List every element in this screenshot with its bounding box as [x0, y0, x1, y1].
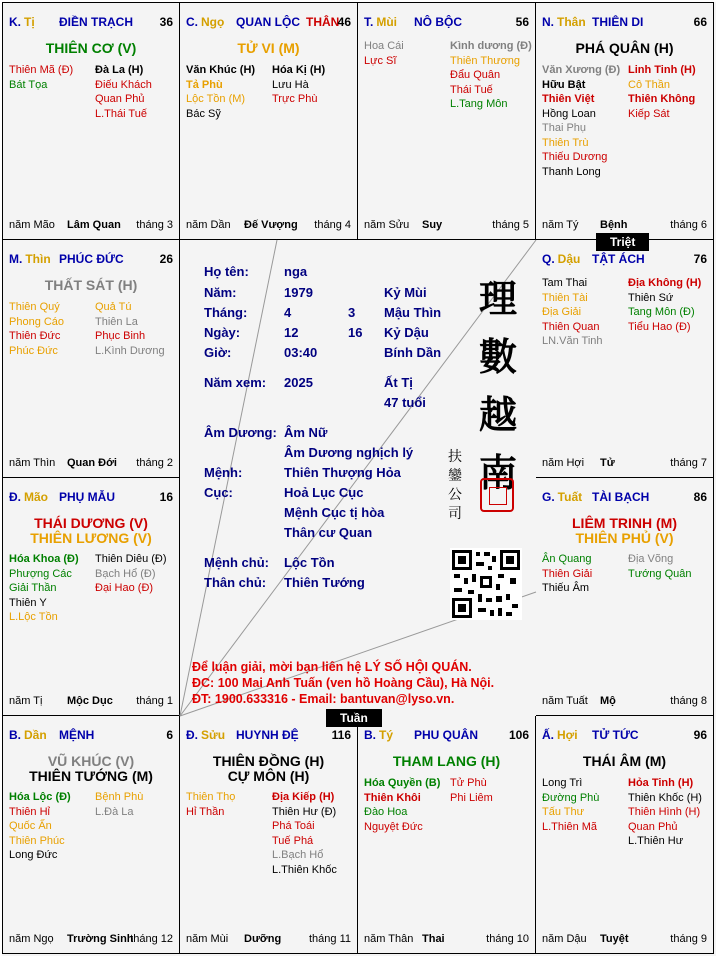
- star-item: L.Kình Dương: [95, 344, 165, 357]
- palace-name-text: HUYNH ĐỆ: [236, 728, 299, 742]
- earthly-branch: Sửu: [201, 728, 226, 742]
- star-item: Đẩu Quân: [450, 69, 501, 81]
- palace-month: tháng 4: [314, 219, 351, 231]
- star-item: L.Đà La: [95, 805, 134, 818]
- palace-name-text: ĐIỀN TRẠCH: [59, 15, 133, 29]
- earthly-branch: Tý: [379, 728, 394, 742]
- earthly-branch: Hợi: [557, 728, 578, 742]
- palace-name-text: TÀI BẠCH: [592, 490, 650, 504]
- star-item: Phúc Đức: [9, 344, 58, 357]
- life-stage: Mộ: [600, 695, 616, 707]
- palace-month: tháng 1: [136, 695, 173, 707]
- nam-xem-label: Năm xem:: [204, 375, 267, 390]
- palace-month: tháng 10: [486, 933, 529, 945]
- star-item: Giải Thần: [9, 582, 57, 594]
- star-item: Long Trì: [542, 777, 583, 789]
- palace-age: 26: [159, 252, 173, 266]
- star-item: Điếu Khách: [95, 78, 152, 91]
- star-item: Thiên Hỉ: [9, 805, 50, 818]
- star-item: Tam Thai: [542, 277, 588, 289]
- star-item: Hỉ Thần: [186, 805, 225, 818]
- main-star: THIÊN TƯỚNG (M): [29, 768, 153, 784]
- star-item: L.Thái Tuế: [95, 107, 147, 120]
- palace-year: năm Dần: [186, 219, 231, 231]
- calligraphy-title: [468, 270, 528, 502]
- earthly-branch: Thân: [557, 15, 586, 29]
- earthly-branch: Tị: [24, 15, 35, 29]
- star-item: L.Thiên Mã: [542, 820, 598, 833]
- star-item: Thiên Việt: [542, 93, 595, 105]
- main-star: THIÊN CƠ (V): [45, 40, 137, 56]
- main-star: THÁI ÂM (M): [582, 753, 667, 769]
- heavenly-stem: T.: [364, 15, 374, 29]
- star-item: Địa Võng: [628, 553, 674, 565]
- star-item: Thiên Hư (Đ): [272, 805, 337, 818]
- palace-month: tháng 7: [670, 457, 707, 469]
- nam-value: 1979: [284, 285, 313, 300]
- palace-year: năm Hợi: [542, 457, 585, 469]
- palace-name-text: TỬ TỨC: [592, 728, 639, 742]
- star-item: Cô Thần: [628, 78, 670, 91]
- palace-name-text: MỆNH: [59, 728, 95, 742]
- star-item: Thiên La: [95, 315, 138, 328]
- palace-name-text: PHU QUÂN: [414, 728, 479, 742]
- calligraphy-char-3: 越: [478, 392, 517, 437]
- seal-small-text: 扶鑾公司: [448, 449, 462, 522]
- palace-year: năm Thìn: [9, 457, 56, 469]
- am-duong-label: Âm Dương:: [204, 425, 277, 440]
- star-item: Thiên Giải: [542, 567, 593, 580]
- star-item: Tả Phù: [186, 78, 223, 91]
- palace-age: 56: [515, 15, 529, 29]
- star-item: Tướng Quân: [628, 567, 692, 580]
- star-item: Thiếu Dương: [542, 151, 608, 163]
- star-item: Văn Xương (Đ): [542, 64, 621, 76]
- nam-xem-value: 2025: [284, 375, 313, 390]
- nam-xem-canchi: Ất Tị: [384, 375, 413, 390]
- main-star: VŨ KHÚC (V): [47, 753, 135, 769]
- palace-age: 16: [159, 490, 173, 504]
- palace-name-text: PHỤ MẪU: [59, 490, 115, 504]
- earthly-branch: Mão: [24, 490, 48, 504]
- star-item: Bệnh Phù: [95, 791, 144, 803]
- earthly-branch: Dần: [24, 728, 47, 742]
- ho-ten-label: Họ tên:: [204, 264, 249, 279]
- star-item: Thiên Trù: [542, 136, 589, 149]
- star-item: Hóa Kị (H): [272, 64, 326, 76]
- star-item: Thiên Quan: [542, 320, 600, 333]
- star-item: Long Đức: [9, 849, 58, 861]
- heavenly-stem: M.: [9, 252, 23, 266]
- star-item: Thiên Diêu (Đ): [95, 553, 167, 565]
- gio-canchi: Bính Dần: [384, 345, 442, 360]
- calligraphy-char-4: 南: [478, 450, 517, 495]
- palace-name-text: TẬT ÁCH: [592, 252, 645, 266]
- star-item: Kình dương (Đ): [450, 40, 532, 52]
- am-duong-ly: Âm Dương nghịch lý: [284, 445, 414, 460]
- menh-chu-value: Lộc Tồn: [284, 555, 335, 570]
- star-item: Đà La (H): [95, 64, 144, 76]
- heavenly-stem: Đ.: [9, 490, 21, 504]
- main-star: THÁI DƯƠNG (V): [34, 515, 148, 531]
- life-stage: Tuyệt: [600, 933, 629, 945]
- heavenly-stem: C.: [186, 15, 198, 29]
- star-item: Bạch Hổ (Đ): [95, 567, 156, 580]
- star-item: Địa Giải: [542, 306, 582, 318]
- tuan-tag: Tuần: [326, 709, 382, 727]
- life-stage: Dưỡng: [244, 933, 282, 945]
- qr-code: [450, 548, 522, 620]
- palace-year: năm Thân: [364, 933, 414, 945]
- star-item: L.Thiên Khốc: [272, 863, 337, 876]
- life-stage: Tử: [600, 457, 615, 469]
- calligraphy-char-2: 數: [478, 334, 517, 379]
- star-item: L.Bạch Hổ: [272, 849, 324, 861]
- star-item: Ân Quang: [542, 553, 592, 565]
- star-item: Thiên Khốc (H): [628, 791, 702, 804]
- star-item: Lưu Hà: [272, 78, 309, 91]
- palace-age: 66: [693, 15, 707, 29]
- contact-address: ĐC: 100 Mai Anh Tuấn (ven hồ Hoàng Cầu), Hà Nội.: [192, 676, 495, 690]
- palace-age: 6: [166, 728, 173, 742]
- gio-value: 03:40: [284, 345, 318, 360]
- star-item: Hữu Bật: [542, 78, 586, 91]
- star-item: Thiếu Âm: [542, 582, 590, 594]
- palace-month: tháng 6: [670, 219, 707, 231]
- palace-month: tháng 11: [308, 933, 351, 945]
- palace-year: năm Sửu: [364, 219, 410, 231]
- heavenly-stem: N.: [542, 15, 554, 29]
- heavenly-stem: Đ.: [186, 728, 198, 742]
- palace-year: năm Tị: [9, 695, 43, 707]
- earthly-branch: Ngọ: [201, 15, 225, 29]
- star-item: Thiên Thương: [450, 54, 521, 67]
- star-item: Nguyệt Đức: [364, 820, 423, 833]
- star-item: Quả Tú: [95, 301, 132, 313]
- star-item: Văn Khúc (H): [186, 64, 256, 76]
- earthly-branch: Thìn: [25, 252, 51, 266]
- life-stage: Suy: [422, 219, 443, 231]
- palace-year: năm Tý: [542, 219, 579, 231]
- star-item: Thiên Tài: [542, 291, 588, 304]
- palace-age: 116: [331, 728, 351, 742]
- nam-canchi: Kỷ Mùi: [384, 285, 427, 300]
- earthly-branch: Mùi: [376, 15, 398, 29]
- palace-name-text: PHÚC ĐỨC: [59, 252, 124, 266]
- star-item: Tử Phù: [450, 777, 487, 789]
- star-item: Thiên Đức: [9, 330, 61, 342]
- star-item: Đường Phù: [542, 791, 600, 804]
- menh-label: Mệnh:: [204, 465, 243, 480]
- life-stage: Lâm Quan: [67, 219, 121, 231]
- star-item: Hóa Lộc (Đ): [9, 791, 71, 803]
- heavenly-stem: G.: [542, 490, 555, 504]
- heavenly-stem: B.: [9, 728, 21, 742]
- star-item: Quốc Ấn: [9, 820, 52, 832]
- palace-year: năm Tuất: [542, 695, 588, 707]
- palace-year: năm Mùi: [186, 933, 229, 945]
- star-item: Hóa Khoa (Đ): [9, 553, 79, 565]
- star-item: Thiên Y: [9, 596, 47, 609]
- than-cu: Thân cư Quan: [284, 525, 373, 540]
- life-stage: Thai: [422, 933, 445, 945]
- ngay-canchi: Kỷ Dậu: [384, 325, 429, 340]
- life-stage: Mộc Dục: [67, 695, 113, 707]
- contact-phone-email: ĐT: 1900.633316 - Email: bantuvan@lyso.vn.: [192, 692, 455, 706]
- heavenly-stem: Q.: [542, 252, 555, 266]
- life-stage: Quan Đới: [67, 457, 117, 469]
- than-marker: THÂN: [306, 15, 340, 29]
- palace-month: tháng 3: [136, 219, 173, 231]
- heavenly-stem: B.: [364, 728, 376, 742]
- star-item: Quan Phủ: [95, 93, 145, 105]
- palace-month: tháng 12: [130, 933, 173, 945]
- thang-am-lich: 3: [348, 305, 356, 320]
- main-star: TỬ VI (M): [237, 40, 300, 56]
- star-item: LN.Văn Tinh: [542, 335, 603, 347]
- thang-label: Tháng:: [204, 305, 248, 320]
- palace-age: 36: [159, 15, 173, 29]
- star-item: L.Lộc Tồn: [9, 611, 58, 623]
- life-stage: Trường Sinh: [67, 933, 134, 945]
- main-star: THẤT SÁT (H): [44, 277, 138, 293]
- star-item: Thiên Hình (H): [628, 806, 701, 818]
- star-item: Thiên Phúc: [9, 834, 65, 847]
- than-chu-label: Thân chủ:: [204, 575, 267, 590]
- main-star: PHÁ QUÂN (H): [575, 40, 674, 56]
- palace-age: 76: [693, 252, 707, 266]
- star-item: Thiên Mã (Đ): [9, 64, 74, 76]
- star-item: Bát Tọa: [9, 78, 48, 91]
- star-item: Địa Kiếp (H): [272, 791, 335, 803]
- star-item: Hoa Cái: [364, 40, 404, 52]
- star-item: L.Tang Môn: [450, 98, 508, 110]
- main-star: CỰ MÔN (H): [227, 768, 310, 784]
- triet-tag: Triệt: [596, 233, 649, 251]
- gio-label: Giờ:: [204, 345, 232, 360]
- main-star: LIÊM TRINH (M): [572, 515, 677, 531]
- palace-age: 106: [508, 728, 529, 742]
- nam-label: Năm:: [204, 285, 237, 300]
- horoscope-chart: [2, 2, 716, 956]
- main-star: THIÊN LƯƠNG (V): [30, 530, 152, 546]
- am-duong-value: Âm Nữ: [284, 425, 328, 440]
- contact-line-1: Để luận giải, mời bạn liên hệ LÝ SỐ HỘI QUÁN.: [192, 660, 472, 674]
- star-item: Kiếp Sát: [628, 107, 670, 120]
- star-item: Thiên Quý: [9, 301, 60, 313]
- star-item: Hỏa Tinh (H): [628, 777, 694, 789]
- cuc-value: Hoả Lục Cục: [284, 485, 364, 500]
- ngay-am-lich: 16: [348, 325, 363, 340]
- ho-ten-value: nga: [284, 264, 308, 279]
- palace-month: tháng 2: [136, 457, 173, 469]
- star-item: Tuế Phá: [272, 834, 314, 847]
- earthly-branch: Tuất: [557, 490, 583, 504]
- red-seal: [480, 478, 514, 512]
- main-star: THIÊN ĐỒNG (H): [212, 753, 325, 769]
- life-stage: Đế Vượng: [244, 219, 298, 231]
- ngay-duong-lich: 12: [284, 325, 299, 340]
- star-item: Thanh Long: [542, 165, 601, 178]
- star-item: L.Thiên Hư: [628, 835, 684, 847]
- star-item: Thai Phụ: [542, 122, 587, 134]
- palace-month: tháng 8: [670, 695, 707, 707]
- star-item: Thiên Thọ: [186, 791, 236, 803]
- palace-year: năm Mão: [9, 219, 55, 231]
- palace-name-text: NÔ BỘC: [414, 15, 462, 29]
- than-chu-value: Thiên Tướng: [284, 575, 365, 590]
- star-item: Phượng Các: [9, 567, 72, 580]
- star-item: Đào Hoa: [364, 806, 408, 818]
- earthly-branch: Dậu: [557, 252, 581, 266]
- palace-year: năm Dậu: [542, 933, 587, 945]
- palace-month: tháng 9: [670, 933, 707, 945]
- star-item: Thiên Sứ: [628, 291, 674, 304]
- thang-duong-lich: 4: [284, 305, 292, 320]
- star-item: Phi Liêm: [450, 791, 493, 804]
- cuc-label: Cục:: [204, 485, 233, 500]
- star-item: Địa Không (H): [628, 277, 702, 289]
- star-item: Tiểu Hao (Đ): [628, 320, 691, 333]
- star-item: Thiên Không: [628, 93, 696, 105]
- center-info: [180, 240, 536, 716]
- star-item: Thiên Khôi: [364, 791, 421, 804]
- thang-canchi: Mậu Thìn: [384, 305, 442, 320]
- star-item: Linh Tinh (H): [628, 64, 696, 76]
- main-star: THIÊN PHỦ (V): [575, 530, 674, 546]
- menh-chu-label: Mệnh chủ:: [204, 555, 269, 570]
- menh-value: Thiên Thượng Hỏa: [284, 465, 401, 480]
- star-item: Trực Phù: [272, 93, 318, 105]
- star-item: Tang Môn (Đ): [628, 306, 695, 318]
- star-item: Phá Toái: [272, 820, 315, 832]
- star-item: Lực Sĩ: [364, 54, 397, 67]
- palace-age: 86: [693, 490, 707, 504]
- palace-name-text: THIÊN DI: [592, 15, 644, 29]
- palace-month: tháng 5: [492, 219, 529, 231]
- star-item: Phong Cáo: [9, 315, 65, 328]
- star-item: Thái Tuế: [450, 83, 493, 96]
- tuoi-value: 47 tuổi: [384, 395, 426, 410]
- palace-name-text: QUAN LỘC: [236, 15, 300, 29]
- star-item: Hồng Loan: [542, 107, 596, 120]
- life-stage: Bệnh: [600, 219, 628, 231]
- palace-age: 96: [693, 728, 707, 742]
- star-item: Hóa Quyền (B): [364, 777, 441, 789]
- palace-year: năm Ngọ: [9, 933, 54, 945]
- star-item: Bác Sỹ: [186, 107, 221, 120]
- star-item: Quan Phủ: [628, 820, 678, 833]
- star-item: Lộc Tồn (M): [186, 93, 246, 105]
- heavenly-stem: K.: [9, 15, 21, 29]
- star-item: Phục Binh: [95, 330, 146, 342]
- heavenly-stem: Ấ.: [542, 728, 554, 742]
- main-star: THAM LANG (H): [392, 753, 501, 769]
- ngay-label: Ngày:: [204, 325, 241, 340]
- calligraphy-char-1: 理: [478, 276, 517, 321]
- star-item: Tấu Thư: [542, 806, 585, 818]
- star-item: Đại Hao (Đ): [95, 582, 154, 594]
- cuc-relation: Mệnh Cục tị hòa: [284, 505, 385, 520]
- palace-age: 46: [337, 15, 351, 29]
